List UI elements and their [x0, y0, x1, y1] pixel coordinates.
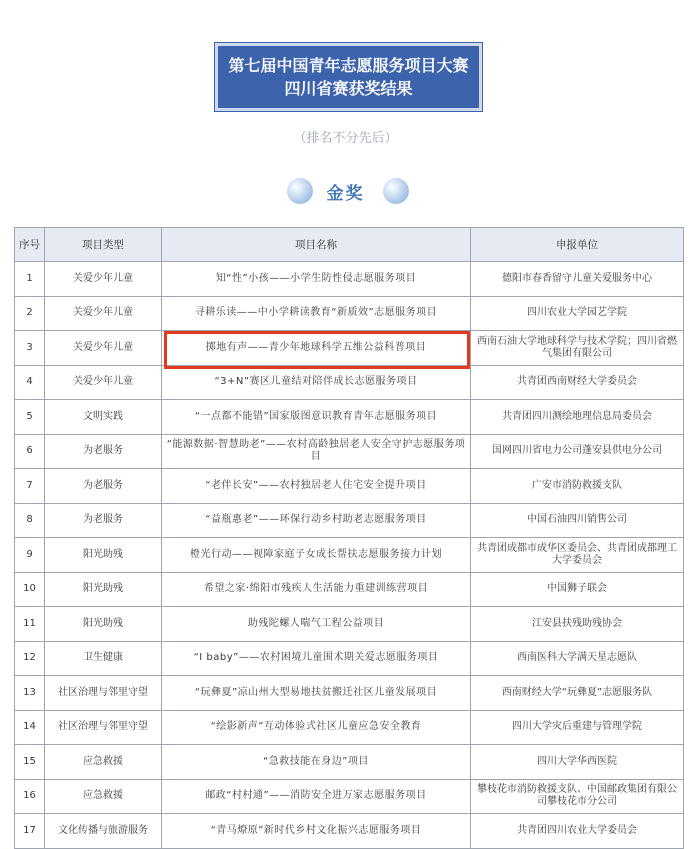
cell-name: “一点都不能错”国家版图意识教育青年志愿服务项目 [162, 400, 471, 435]
cell-name: 希望之家·绵阳市残疾人生活能力重建训练营项目 [162, 572, 471, 607]
cell-type: 社区治理与邻里守望 [45, 710, 162, 745]
cell-no: 8 [15, 503, 45, 538]
cell-type: 卫生健康 [45, 641, 162, 676]
cell-no: 9 [15, 538, 45, 573]
cell-no: 7 [15, 469, 45, 504]
cell-type: 关爱少年儿童 [45, 365, 162, 400]
section-title: 金奖 [326, 183, 365, 204]
cell-name: “I baby”——农村困境儿童围术期关爱志愿服务项目 [162, 641, 471, 676]
cell-name: 寻耕乐读——中小学耕读教育“新质效”志愿服务项目 [162, 296, 471, 331]
cell-no: 14 [15, 710, 45, 745]
cell-unit: 德阳市春香留守儿童关爱服务中心 [471, 262, 684, 297]
cell-unit: 共青团四川测绘地理信息局委员会 [471, 400, 684, 435]
cell-no: 2 [15, 296, 45, 331]
cell-no: 1 [15, 262, 45, 297]
cell-type: 阳光助残 [45, 607, 162, 642]
table-row [15, 296, 684, 331]
table-header-row [15, 228, 684, 262]
cell-type: 关爱少年儿童 [45, 262, 162, 297]
cell-unit: 四川大学灾后重建与管理学院 [471, 710, 684, 745]
cell-type: 社区治理与邻里守望 [45, 676, 162, 711]
title-line-1: 第七届中国青年志愿服务项目大赛 [228, 56, 469, 75]
cell-unit: 国网四川省电力公司蓬安县供电分公司 [471, 434, 684, 469]
table-row [15, 814, 684, 849]
cell-name: “急救技能在身边”项目 [162, 745, 471, 780]
cell-no: 6 [15, 434, 45, 469]
cell-type: 文化传播与旅游服务 [45, 814, 162, 849]
cell-unit: 四川大学华西医院 [471, 745, 684, 780]
cell-type: 关爱少年儿童 [45, 331, 162, 366]
cell-name: 邮政“村村通”——消防安全进万家志愿服务项目 [162, 779, 471, 814]
table-row [15, 262, 684, 297]
cell-name: “老伴长安”——农村独居老人住宅安全提升项目 [162, 469, 471, 504]
cell-name: 知“性”小孩——小学生防性侵志愿服务项目 [162, 262, 471, 297]
cell-unit: 四川农业大学园艺学院 [471, 296, 684, 331]
cell-no: 10 [15, 572, 45, 607]
col-header-name: 项目名称 [162, 228, 471, 262]
table-row [15, 572, 684, 607]
cell-name: “青马燎原”新时代乡村文化振兴志愿服务项目 [162, 814, 471, 849]
cell-unit: 共青团成都市成华区委员会、共青团成都理工大学委员会 [471, 538, 684, 573]
cell-name: “绘影新声”互动体验式社区儿童应急安全教育 [162, 710, 471, 745]
cell-type: 应急救援 [45, 745, 162, 780]
cell-unit: 西南医科大学满天星志愿队 [471, 641, 684, 676]
cell-no: 15 [15, 745, 45, 780]
cell-name: “玩彝夏”凉山州大型易地扶贫搬迁社区儿童发展项目 [162, 676, 471, 711]
cell-unit: 江安县扶残助残协会 [471, 607, 684, 642]
decorative-ball-icon [287, 178, 313, 204]
cell-type: 应急救援 [45, 779, 162, 814]
highlight-box [164, 331, 470, 369]
decorative-ball-icon [383, 178, 409, 204]
table-row [15, 469, 684, 504]
col-header-unit: 申报单位 [471, 228, 684, 262]
cell-type: 为老服务 [45, 503, 162, 538]
cell-no: 3 [15, 331, 45, 366]
cell-type: 阳光助残 [45, 572, 162, 607]
cell-unit: 西南石油大学地球科学与技术学院；四川省燃气集团有限公司 [471, 331, 684, 366]
cell-name: “益瓶惠老”——环保行动乡村助老志愿服务项目 [162, 503, 471, 538]
table-row [15, 538, 684, 573]
cell-name: 掷地有声——青少年地球科学五维公益科普项目 [162, 331, 471, 366]
cell-no: 4 [15, 365, 45, 400]
ranking-note: （排名不分先后） [293, 131, 398, 146]
table-row [15, 779, 684, 814]
cell-unit: 共青团四川农业大学委员会 [471, 814, 684, 849]
table-row [15, 434, 684, 469]
table-row [15, 607, 684, 642]
cell-unit: 共青团西南财经大学委员会 [471, 365, 684, 400]
cell-type: 文明实践 [45, 400, 162, 435]
cell-no: 11 [15, 607, 45, 642]
cell-type: 关爱少年儿童 [45, 296, 162, 331]
col-header-type: 项目类型 [45, 228, 162, 262]
cell-no: 5 [15, 400, 45, 435]
cell-unit: 中国石油四川销售公司 [471, 503, 684, 538]
cell-name: 助残陀螺人喘气工程公益项目 [162, 607, 471, 642]
col-header-no: 序号 [15, 228, 45, 262]
award-table [14, 227, 684, 849]
table-row [15, 676, 684, 711]
cell-unit: 攀枝花市消防救援支队、中国邮政集团有限公司攀枝花市分公司 [471, 779, 684, 814]
table-row [15, 400, 684, 435]
cell-no: 12 [15, 641, 45, 676]
section-header [0, 176, 691, 206]
table-row [15, 641, 684, 676]
table-row [15, 503, 684, 538]
cell-no: 16 [15, 779, 45, 814]
cell-unit: 西南财经大学“玩彝夏”志愿服务队 [471, 676, 684, 711]
cell-type: 为老服务 [45, 469, 162, 504]
cell-name: “3+N”赛区儿童结对陪伴成长志愿服务项目 [162, 365, 471, 400]
cell-unit: 中国狮子联会 [471, 572, 684, 607]
cell-type: 为老服务 [45, 434, 162, 469]
cell-name: 橙光行动——视障家庭子女成长帮扶志愿服务接力计划 [162, 538, 471, 573]
cell-no: 17 [15, 814, 45, 849]
cell-name: “能源数据·智慧助老”——农村高龄独居老人安全守护志愿服务项目 [162, 434, 471, 469]
table-row [15, 365, 684, 400]
cell-no: 13 [15, 676, 45, 711]
table-row [15, 710, 684, 745]
cell-unit: 广安市消防救援支队 [471, 469, 684, 504]
table-row [15, 745, 684, 780]
title-banner [215, 43, 482, 111]
title-line-2: 四川省赛获奖结果 [284, 79, 413, 98]
cell-type: 阳光助残 [45, 538, 162, 573]
